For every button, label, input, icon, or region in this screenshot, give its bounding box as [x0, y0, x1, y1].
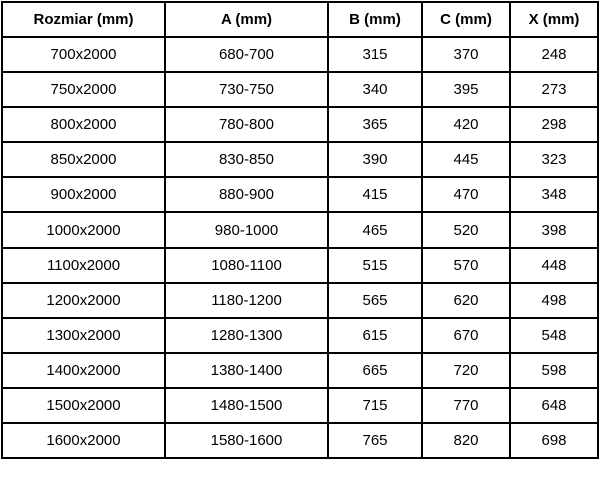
cell-a: 880-900 [165, 177, 328, 212]
header-x: X (mm) [510, 2, 598, 37]
cell-x: 298 [510, 107, 598, 142]
header-rozmiar: Rozmiar (mm) [2, 2, 165, 37]
cell-rozmiar: 1400x2000 [2, 353, 165, 388]
table-row [2, 388, 598, 423]
cell-x: 548 [510, 318, 598, 353]
table-row [2, 423, 598, 458]
table-row [2, 72, 598, 107]
cell-c: 720 [422, 353, 510, 388]
header-a: A (mm) [165, 2, 328, 37]
cell-b: 715 [328, 388, 422, 423]
cell-a: 1380-1400 [165, 353, 328, 388]
cell-a: 1080-1100 [165, 248, 328, 283]
cell-c: 370 [422, 37, 510, 72]
cell-rozmiar: 1000x2000 [2, 212, 165, 247]
cell-c: 395 [422, 72, 510, 107]
cell-c: 620 [422, 283, 510, 318]
cell-c: 820 [422, 423, 510, 458]
cell-c: 470 [422, 177, 510, 212]
cell-a: 1480-1500 [165, 388, 328, 423]
cell-c: 570 [422, 248, 510, 283]
cell-b: 515 [328, 248, 422, 283]
cell-a: 680-700 [165, 37, 328, 72]
cell-b: 365 [328, 107, 422, 142]
table-body [2, 37, 598, 458]
cell-b: 315 [328, 37, 422, 72]
cell-b: 415 [328, 177, 422, 212]
dimensions-table [1, 1, 599, 459]
cell-a: 830-850 [165, 142, 328, 177]
cell-rozmiar: 900x2000 [2, 177, 165, 212]
cell-a: 1180-1200 [165, 283, 328, 318]
cell-x: 248 [510, 37, 598, 72]
cell-a: 980-1000 [165, 212, 328, 247]
cell-x: 648 [510, 388, 598, 423]
cell-b: 665 [328, 353, 422, 388]
cell-x: 348 [510, 177, 598, 212]
cell-x: 323 [510, 142, 598, 177]
table-row [2, 107, 598, 142]
table-row [2, 283, 598, 318]
table-row [2, 353, 598, 388]
table-row [2, 142, 598, 177]
table-row [2, 318, 598, 353]
cell-rozmiar: 750x2000 [2, 72, 165, 107]
table-header-row [2, 2, 598, 37]
cell-b: 765 [328, 423, 422, 458]
table-row [2, 37, 598, 72]
cell-rozmiar: 800x2000 [2, 107, 165, 142]
cell-rozmiar: 1100x2000 [2, 248, 165, 283]
cell-rozmiar: 1300x2000 [2, 318, 165, 353]
cell-x: 398 [510, 212, 598, 247]
cell-x: 498 [510, 283, 598, 318]
cell-b: 340 [328, 72, 422, 107]
table-row [2, 212, 598, 247]
cell-x: 273 [510, 72, 598, 107]
cell-c: 445 [422, 142, 510, 177]
cell-rozmiar: 700x2000 [2, 37, 165, 72]
table-row [2, 248, 598, 283]
cell-c: 770 [422, 388, 510, 423]
cell-b: 565 [328, 283, 422, 318]
cell-b: 390 [328, 142, 422, 177]
cell-rozmiar: 850x2000 [2, 142, 165, 177]
cell-x: 598 [510, 353, 598, 388]
cell-a: 780-800 [165, 107, 328, 142]
cell-c: 670 [422, 318, 510, 353]
header-b: B (mm) [328, 2, 422, 37]
cell-a: 1280-1300 [165, 318, 328, 353]
cell-c: 520 [422, 212, 510, 247]
cell-x: 448 [510, 248, 598, 283]
header-c: C (mm) [422, 2, 510, 37]
cell-rozmiar: 1500x2000 [2, 388, 165, 423]
cell-x: 698 [510, 423, 598, 458]
cell-b: 615 [328, 318, 422, 353]
cell-b: 465 [328, 212, 422, 247]
table-row [2, 177, 598, 212]
cell-rozmiar: 1600x2000 [2, 423, 165, 458]
cell-a: 1580-1600 [165, 423, 328, 458]
cell-c: 420 [422, 107, 510, 142]
cell-a: 730-750 [165, 72, 328, 107]
cell-rozmiar: 1200x2000 [2, 283, 165, 318]
